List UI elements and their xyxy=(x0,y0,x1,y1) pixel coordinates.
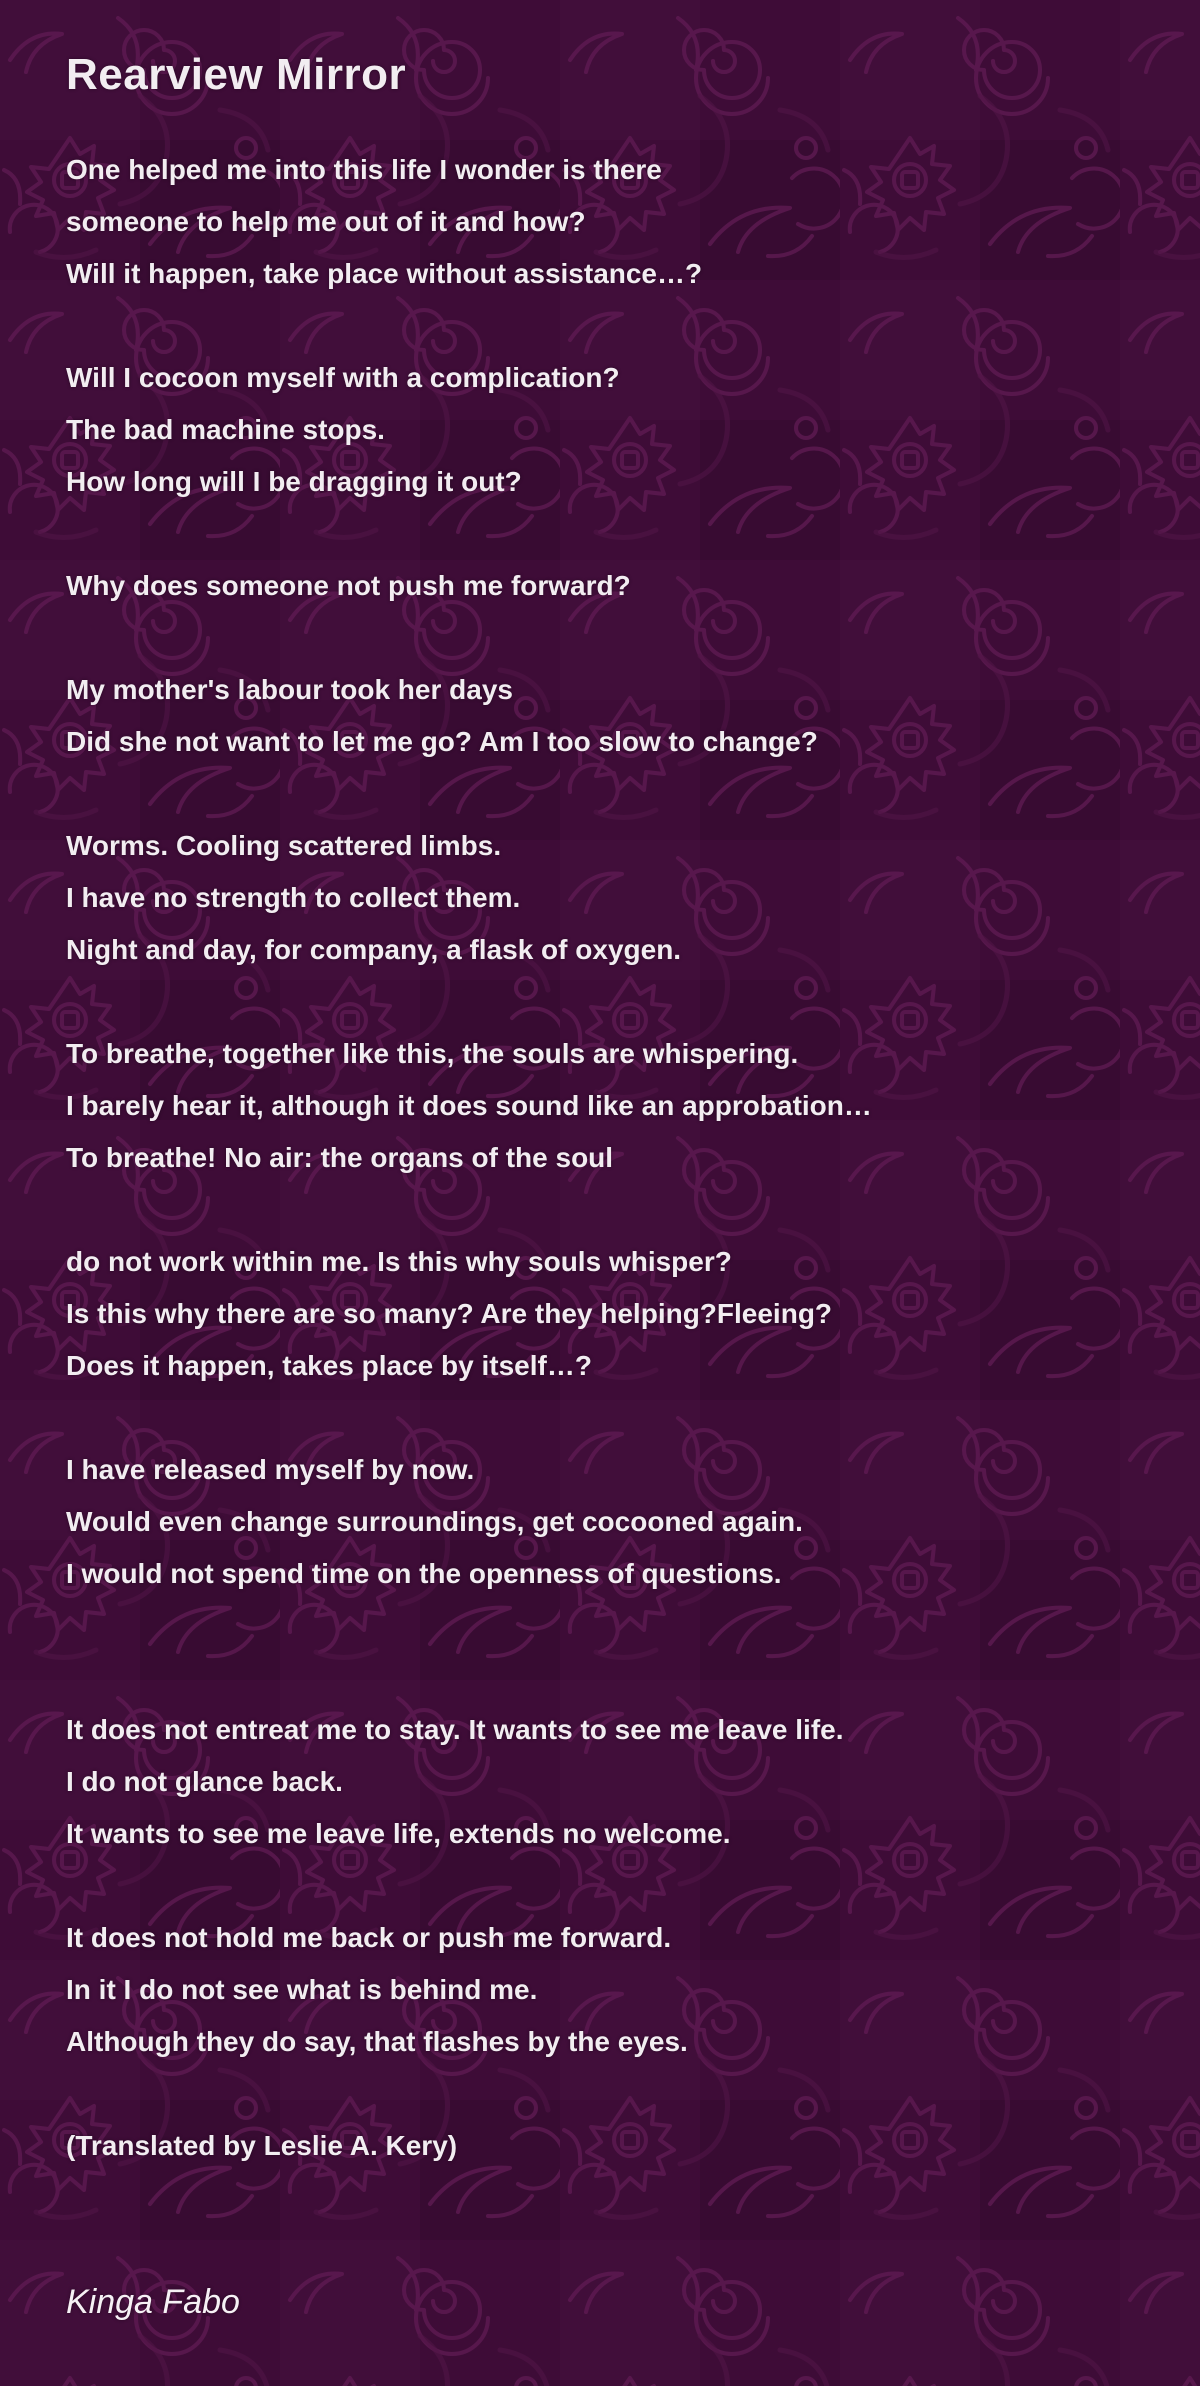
poem-line: Will it happen, take place without assistance…? xyxy=(66,258,703,289)
stanza-3 xyxy=(66,560,1160,612)
stanza-10 xyxy=(66,1912,1160,2068)
poem-line: Worms. Cooling scattered limbs. xyxy=(66,830,502,861)
poem-line: I barely hear it, although it does sound like an approbation… xyxy=(66,1090,872,1121)
poem-line: It does not entreat me to stay. It wants to see me leave life. xyxy=(66,1714,844,1745)
poem-line: One helped me into this life I wonder is there xyxy=(66,154,662,185)
poem-line: do not work within me. Is this why souls whisper? xyxy=(66,1246,732,1277)
poem-line: How long will I be dragging it out? xyxy=(66,466,522,497)
stanza-9 xyxy=(66,1704,1160,1860)
poem-line: The bad machine stops. xyxy=(66,414,385,445)
poem-line: Is this why there are so many? Are they helping?Fleeing? xyxy=(66,1298,833,1329)
poem-line: To breathe! No air: the organs of the soul xyxy=(66,1142,614,1173)
poem-line: Will I cocoon myself with a complication? xyxy=(66,362,620,393)
poem-line: I have no strength to collect them. xyxy=(66,882,521,913)
stanza-4 xyxy=(66,664,1160,768)
stanza-2 xyxy=(66,352,1160,508)
poem-line: someone to help me out of it and how? xyxy=(66,206,586,237)
poem-line: I do not glance back. xyxy=(66,1766,343,1797)
stanza-1 xyxy=(66,144,1160,300)
poem-body xyxy=(66,144,1160,2172)
poem-line: Why does someone not push me forward? xyxy=(66,570,631,601)
stanza-5 xyxy=(66,820,1160,976)
poet-name: Kinga Fabo xyxy=(66,2283,240,2321)
poem-line: Does it happen, takes place by itself…? xyxy=(66,1350,592,1381)
poem-line: Although they do say, that flashes by the eyes. xyxy=(66,2026,688,2057)
poem-line: It does not hold me back or push me forward. xyxy=(66,1922,672,1953)
poem-line: I would not spend time on the openness of questions. xyxy=(66,1558,782,1589)
poem-line: To breathe, together like this, the souls are whispering. xyxy=(66,1038,799,1069)
stanza-7 xyxy=(66,1236,1160,1392)
page-title: Rearview Mirror xyxy=(66,50,407,99)
stanza-8 xyxy=(66,1444,1160,1600)
poem-line: I have released myself by now. xyxy=(66,1454,475,1485)
poem-line: Night and day, for company, a flask of oxygen. xyxy=(66,934,682,965)
poem-line: Would even change surroundings, get cocooned again. xyxy=(66,1506,803,1537)
poem-line: It wants to see me leave life, extends no welcome. xyxy=(66,1818,731,1849)
poem-line: My mother's labour took her days xyxy=(66,674,513,705)
poem-line: Did she not want to let me go? Am I too slow to change? xyxy=(66,726,818,757)
poem-line: In it I do not see what is behind me. xyxy=(66,1974,538,2005)
stanza-6 xyxy=(66,1028,1160,1184)
translation-note: (Translated by Leslie A. Kery) xyxy=(66,2130,458,2161)
